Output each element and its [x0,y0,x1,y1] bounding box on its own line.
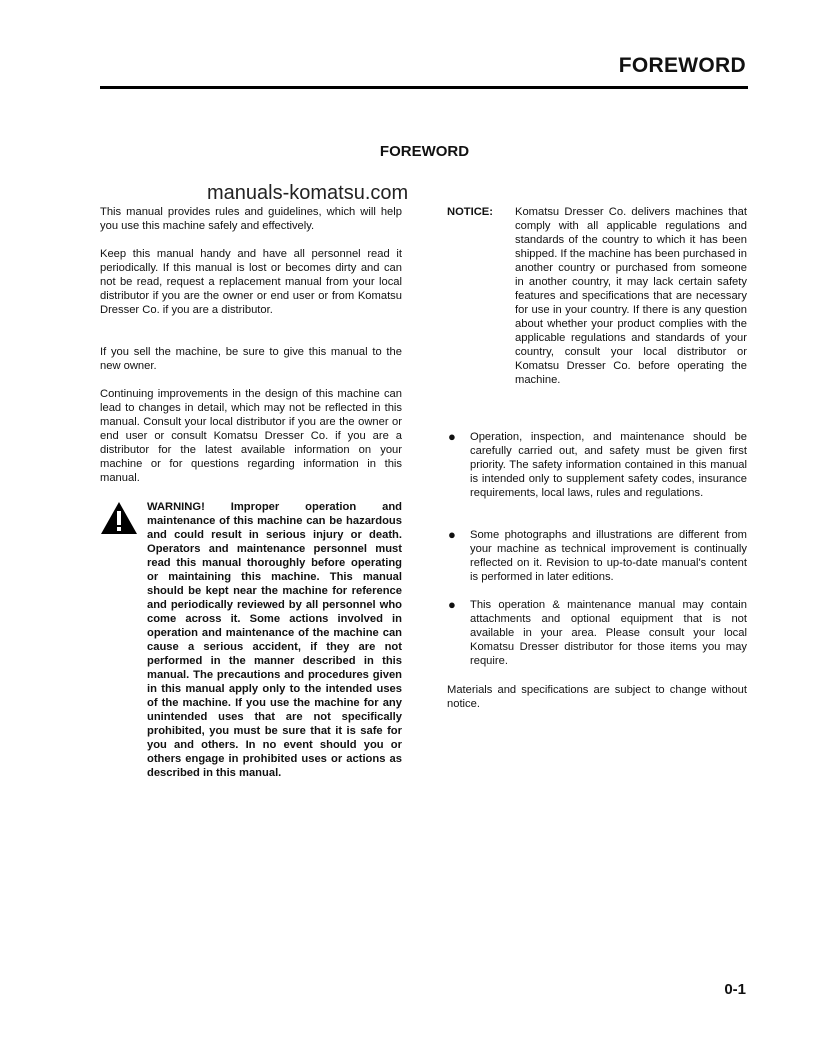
bullet-icon: ● [448,597,456,612]
section-header: FOREWORD [618,54,746,77]
watermark: manuals-komatsu.com [207,182,409,204]
page-title: FOREWORD [379,143,470,160]
notice-text: Komatsu Dresser Co. delivers machines that comply with all applicable regulations and standards of the country to which it has been shipped. If the machine has been purchased in another country or purchased from someone in another country, it may lack certain safety features and specifications that are necessary for use in your country. If there is any question about whether your product complies with the applicable regulations and standards of your country, consult your local distributor or Komatsu Dresser Co. before operating the machine. [515,206,747,386]
bullet-item: This operation & maintenance manual may contain attachments and optional equipment that is not available in your area. Please consult your local Komatsu Dresser distributor for those items you may require. [470,599,747,667]
paragraph: Keep this manual handy and have all personnel read it periodically. If this manual is lost or becomes dirty and can not be read, request a replacement manual from your local distributor if you are the owner or end user or from Komatsu Dresser Co. if you are a distributor. [100,248,402,316]
warning-text: WARNING! Improper operation and maintenance of this machine can be hazardous and could result in serious injury or death. Operators and maintenance personnel must read this manual thoroughly before operating or maintaining this machine. This manual should be kept near the machine for reference and periodically reviewed by all personnel who come across it. Some actions involved in operation and maintenance of the machine can cause a serious accident, if they are not performed in the manner described in this manual. The precautions and procedures given in this manual apply only to the intended uses of the machine. If you use the machine for any unintended uses that are not specifically prohibited, you must be sure that it is safe for you and others. In no event should you or others engage in prohibited uses or actions as described in this manual. [147,501,402,779]
paragraph: Continuing improvements in the design of this machine can lead to changes in detail, which may not be reflected in this manual. Consult your local distributor if you are the owner or end user or consult Komatsu Dresser Co. if you are a distributor for the latest available information on your machine or for questions regarding information in this manual. [100,388,402,484]
bullet-item: Some photographs and illustrations are different from your machine as technical improvement is continually reflected on it. Revision to up-to-date manual's content is performed in later editions. [470,529,747,583]
paragraph: If you sell the machine, be sure to give this manual to the new owner. [100,346,402,372]
page-number: 0-1 [724,981,746,998]
warning-triangle-icon [101,502,137,534]
header-rule [100,86,748,89]
notice-label: NOTICE: [447,206,493,218]
paragraph: This manual provides rules and guidelines, which will help you use this machine safely and effectively. [100,206,402,232]
closing-note: Materials and specifications are subject to change without notice. [447,684,747,710]
bullet-item: Operation, inspection, and maintenance should be carefully carried out, and safety must be given first priority. The safety information contained in this manual is intended only to supplement safety codes, insurance requirements, local laws, rules and regulations. [470,431,747,499]
bullet-icon: ● [448,527,456,542]
bullet-icon: ● [448,429,456,444]
